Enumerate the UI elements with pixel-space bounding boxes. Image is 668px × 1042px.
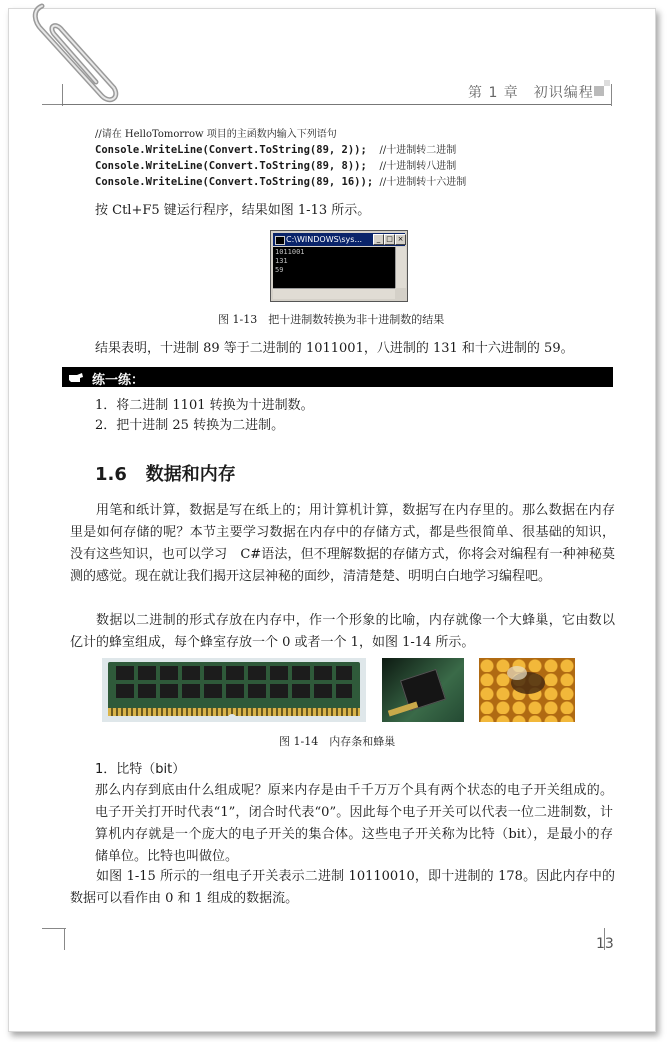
section-title: 数据和内存 [145, 464, 236, 485]
body-paragraph [95, 780, 613, 868]
console-output: 1011001 131 59 [273, 247, 395, 288]
crop-mark [42, 104, 64, 105]
body-paragraph: 数据以二进制的形式存放在内存中，作一个形象的比喻，内存就像一个大蜂巢，它由数以亿计的蜂室组成，每个蜂室存放一个 0 或者一个 1，如图 1-14 所示。 [70, 613, 615, 650]
code-line: Console.WriteLine(Convert.ToString(89, 16)); //十进制转十六进制 [95, 176, 467, 188]
exercise-bar [62, 367, 613, 387]
close-icon: × [395, 234, 406, 245]
console-title: C:\WINDOWS\sys... [286, 235, 363, 244]
console-app-icon [275, 236, 285, 245]
chapter-header: 第 1 章 初识编程 [468, 85, 594, 101]
subsection-heading: 1．比特（bit） [95, 762, 186, 777]
header-rule [62, 104, 611, 105]
crop-mark [42, 928, 66, 929]
exercise-label: 练一练： [92, 373, 145, 388]
minimize-icon: _ [373, 234, 384, 245]
code-line: Console.WriteLine(Convert.ToString(89, 2)); //十进制转二进制 [95, 144, 457, 156]
honeycomb-photo [479, 658, 575, 722]
body-paragraph: 用笔和纸计算，数据是写在纸上的；用计算机计算，数据写在内存里的。那么数据在内存里是如何存储的呢？本节主要学习数据在内存中的存储方式，都是些很简单、很基础的知识，没有这些知识，也可以学习 C#语法，但不理解数据的存储方式，你将会对编程有一种神秘莫测的感觉。现在就让我们揭开这层神秘的面纱，清清楚楚、明明白白地学习编程吧。 [70, 503, 615, 584]
code-comment: //请在 HelloTomorrow 项目的主函数内输入下列语句 [95, 129, 337, 140]
memory-module-photo [102, 658, 366, 722]
result-paragraph: 结果表明，十进制 89 等于二进制的 1011001，八进制的 131 和十六进制的 59。 [95, 341, 574, 356]
header-square-decoration [594, 86, 604, 96]
figure-caption: 图 1-13 把十进制数转换为非十进制数的结果 [218, 313, 445, 326]
body-text: 那么内存到底由什么组成呢？原来内存是由千千万万个具有两个状态的电子开关组成的。电子开关打开时代表“1”，闭合时代表“0”。因此每个电子开关可以代表一位二进制数，计算机内存就是一个庞大的电子开关的集合体。这些电子开关称为比特（bit），是最小的存储单位。比特也叫做位。 [95, 783, 613, 864]
exercise-item: 1．将二进制 1101 转换为十进制数。 [95, 398, 314, 413]
exercise-item: 2．把十进制 25 转换为二进制。 [95, 418, 285, 433]
vertical-scrollbar [395, 247, 406, 288]
crop-mark [62, 84, 63, 106]
crop-mark [611, 84, 612, 106]
console-titlebar [273, 233, 405, 246]
maximize-icon: □ [384, 234, 395, 245]
body-paragraph: 如图 1-15 所示的一组电子开关表示二进制 10110010，即十进制的 178。因此内存中的数据可以看作由 0 和 1 组成的数据流。 [70, 869, 615, 906]
chip-photo [382, 658, 464, 722]
crop-mark [64, 928, 65, 950]
figure-caption: 图 1-14 内存条和蜂巢 [279, 735, 396, 748]
paperclip-icon [14, 0, 124, 120]
horizontal-scrollbar [273, 288, 395, 299]
section-heading [95, 460, 236, 486]
run-instruction: 按 Ctl+F5 键运行程序，结果如图 1-13 所示。 [95, 203, 371, 218]
pointing-hand-icon [68, 372, 84, 383]
section-number: 1.6 [95, 464, 127, 485]
page-number: 13 [596, 936, 614, 952]
header-square-decoration [604, 80, 610, 86]
code-line: Console.WriteLine(Convert.ToString(89, 8)); //十进制转八进制 [95, 160, 457, 172]
console-window [270, 230, 408, 302]
